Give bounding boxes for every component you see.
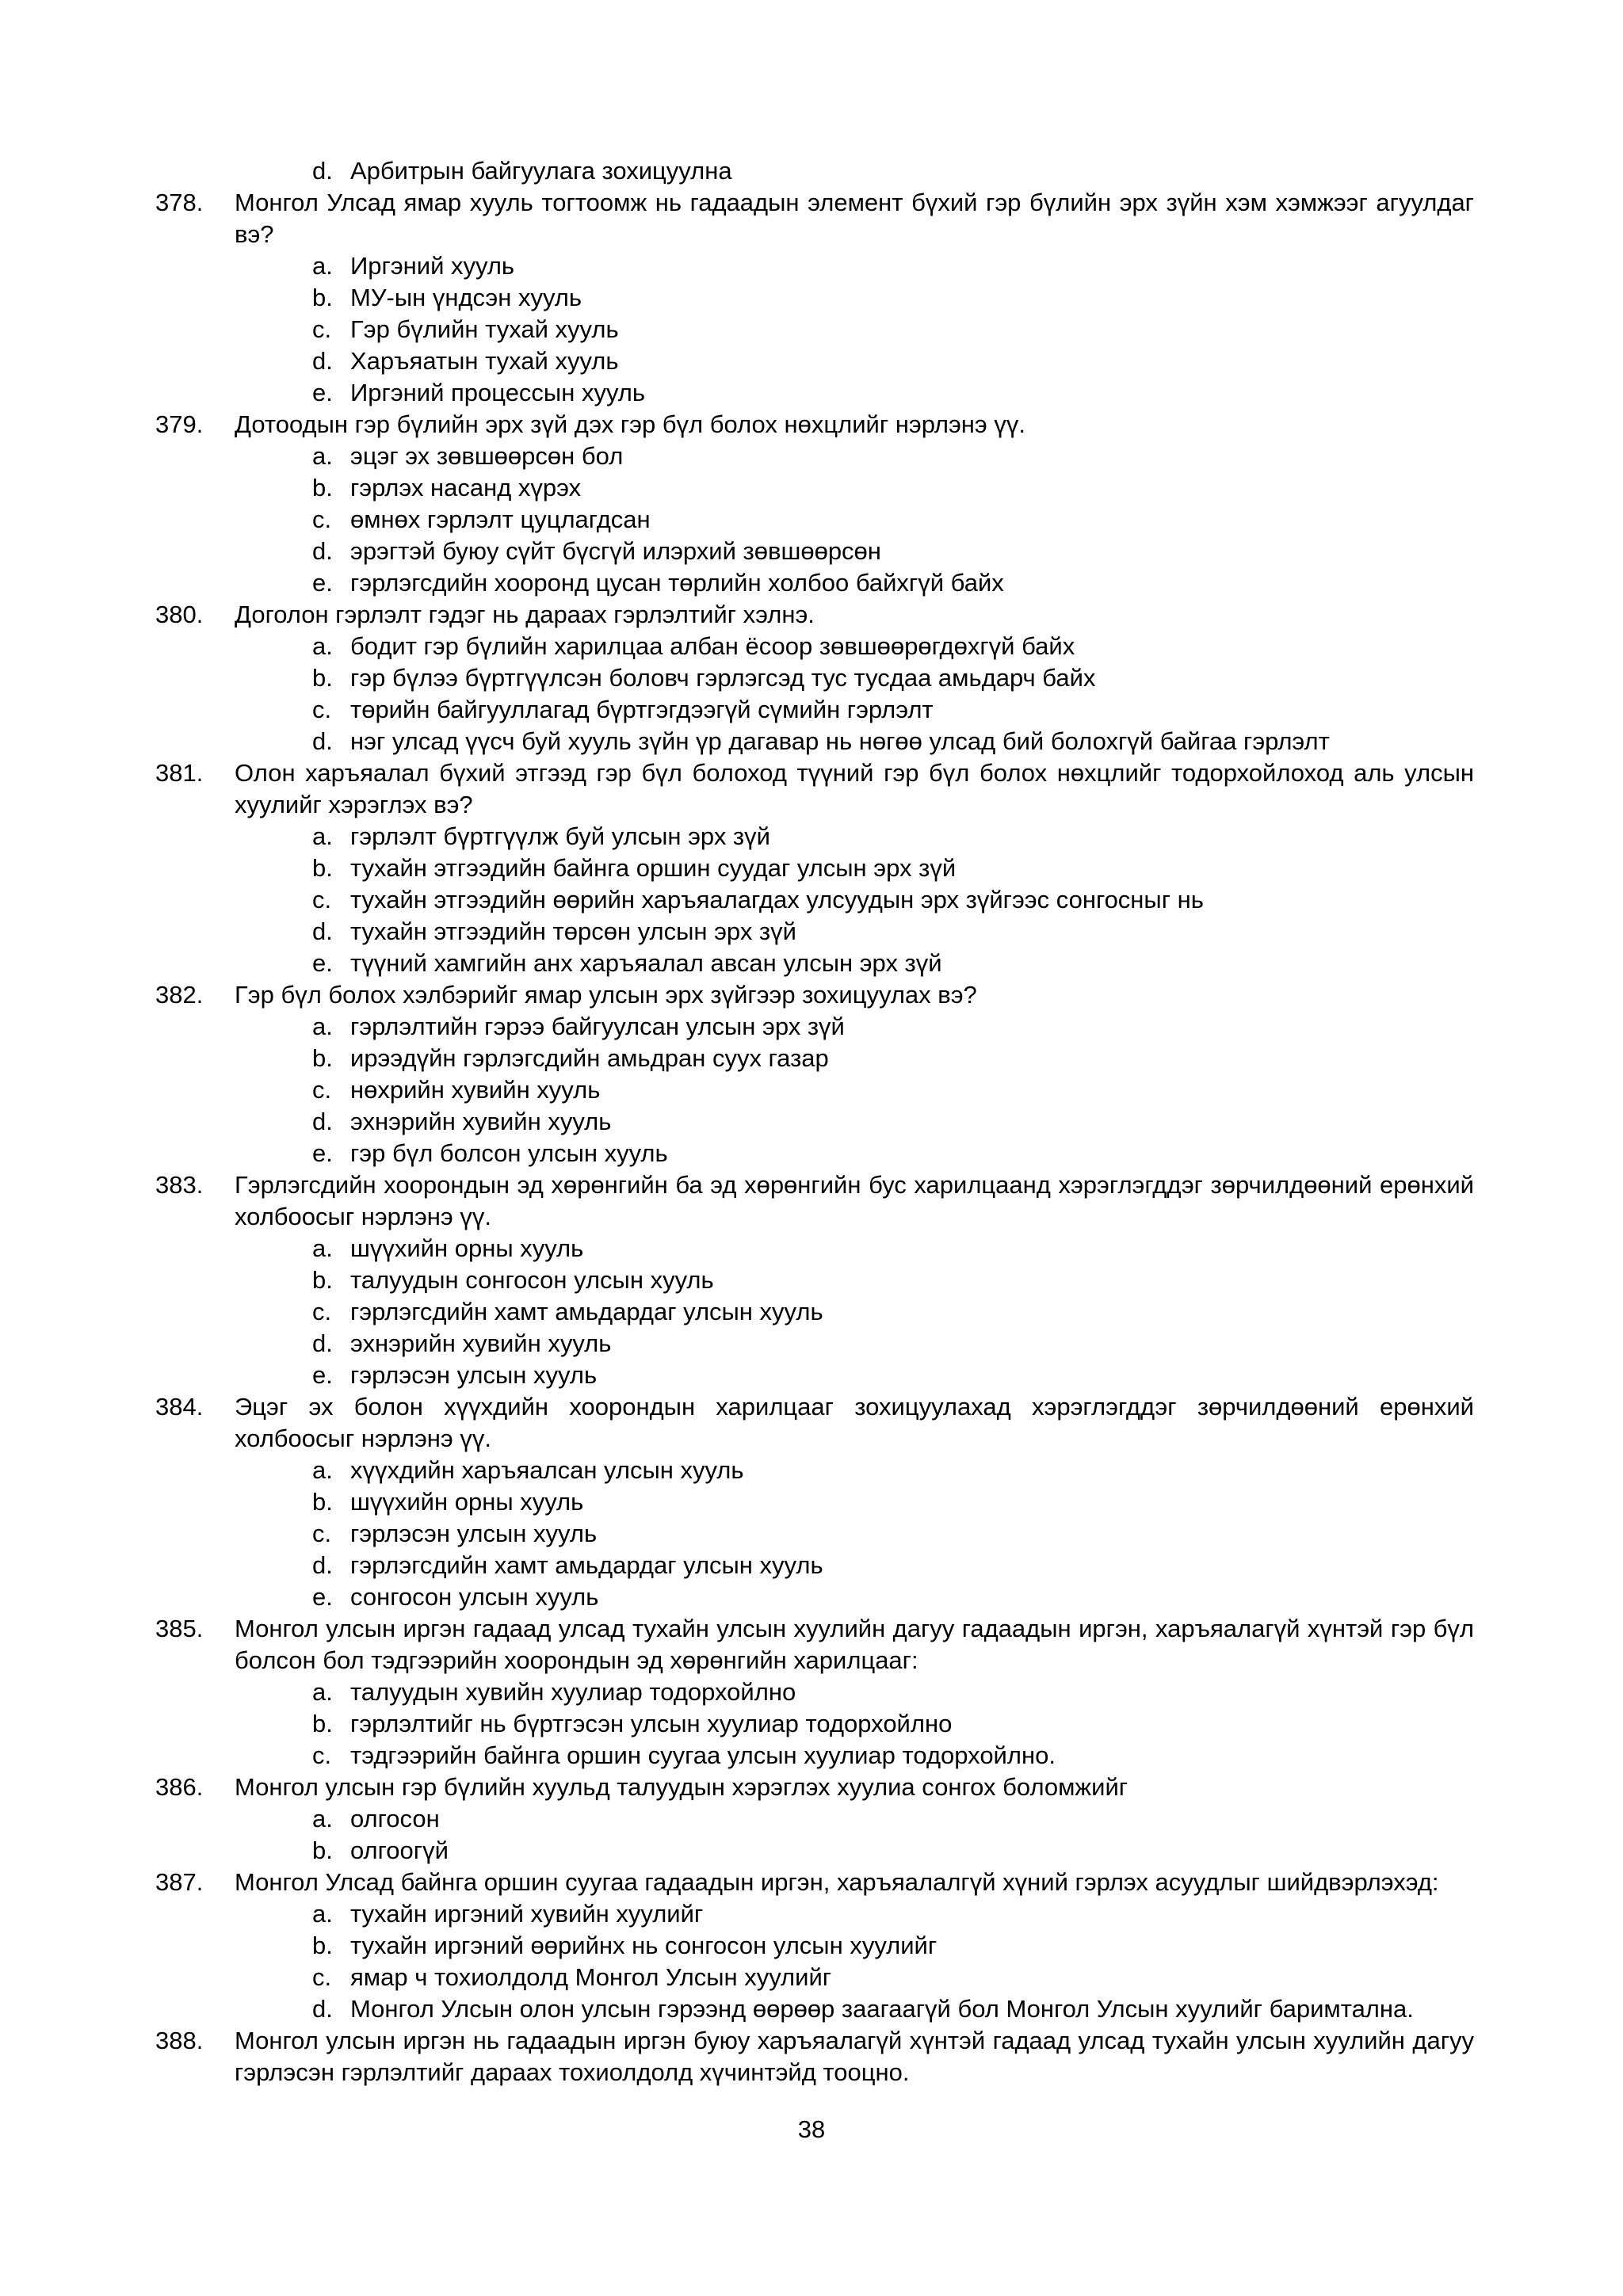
- question-block: [155, 1772, 1474, 1867]
- option-letter: e.: [312, 569, 333, 597]
- answer-options: [155, 1233, 1474, 1391]
- answer-option: [155, 1011, 1474, 1043]
- option-letter: c.: [312, 315, 332, 343]
- option-text: талуудын сонгосон улсын хууль: [350, 1266, 714, 1294]
- question: [155, 409, 1474, 441]
- option-text: гэрлэгсдийн хамт амьдардаг улсын хууль: [350, 1551, 823, 1579]
- answer-option: [155, 1962, 1474, 1993]
- answer-option: [155, 916, 1474, 948]
- answer-option: [155, 155, 1474, 187]
- question-block: [155, 187, 1474, 409]
- option-letter: b.: [312, 474, 333, 502]
- question-block: [155, 1391, 1474, 1613]
- question-number: 380.: [155, 601, 204, 628]
- question-text: Доголон гэрлэлт гэдэг нь дараах гэрлэлтийг хэлнэ.: [235, 601, 815, 628]
- option-text: түүний хамгийн анх харъяалал авсан улсын эрх зүй: [350, 949, 942, 977]
- option-text: Иргэний процессын хууль: [350, 379, 645, 406]
- answer-option: [155, 314, 1474, 345]
- option-letter: e.: [312, 379, 333, 406]
- option-text: төрийн байгууллагад бүртгэгдээгүй сүмийн гэрлэлт: [350, 696, 934, 723]
- question-text: Монгол улсын иргэн гадаад улсад тухайн улсын хуулийн дагуу гадаадын иргэн, харъяалагүй хүнтэй гэр бүл болсон бол тэдгээрийн хоорондын эд хөрөнгийн харилцааг:: [235, 1615, 1474, 1674]
- answer-option: [155, 884, 1474, 916]
- option-letter: c.: [312, 1520, 332, 1547]
- option-letter: c.: [312, 505, 332, 533]
- question-text: Монгол улсын иргэн нь гадаадын иргэн буюу харъяалагүй хүнтэй гадаад улсад тухайн улсын хуулийн дагуу гэрлэсэн гэрлэлтийг дараах тохиолдолд хүчинтэйд тооцно.: [235, 2027, 1474, 2086]
- answer-option: [155, 1898, 1474, 1930]
- option-letter: c.: [312, 1963, 332, 1991]
- answer-options: [155, 155, 1474, 187]
- option-letter: d.: [312, 1329, 333, 1357]
- answer-option: [155, 250, 1474, 282]
- question: [155, 1772, 1474, 1803]
- option-text: гэрлэлт бүртгүүлж буй улсын эрх зүй: [350, 822, 770, 850]
- answer-options: [155, 1011, 1474, 1169]
- question-text: Эцэг эх болон хүүхдийн хоорондын харилцааг зохицуулахад хэрэглэгддэг зөрчилдөөний ерөнхий холбоосыг нэрлэнэ үү.: [235, 1393, 1474, 1452]
- question: [155, 2025, 1474, 2088]
- question-number: 381.: [155, 759, 204, 787]
- option-text: гэр бүл болсон улсын хууль: [350, 1139, 668, 1167]
- option-letter: b.: [312, 1710, 333, 1737]
- option-letter: d.: [312, 157, 333, 185]
- answer-option: [155, 1708, 1474, 1740]
- option-letter: a.: [312, 1234, 333, 1262]
- option-letter: c.: [312, 1298, 332, 1325]
- answer-option: [155, 504, 1474, 536]
- option-letter: d.: [312, 1551, 333, 1579]
- option-text: тухайн этгээдийн байнга оршин суудаг улсын эрх зүй: [350, 854, 957, 882]
- question-block: [155, 1867, 1474, 2025]
- question: [155, 1169, 1474, 1233]
- question: [155, 599, 1474, 631]
- answer-option: [155, 441, 1474, 472]
- answer-option: [155, 948, 1474, 979]
- option-text: өмнөх гэрлэлт цуцлагдсан: [350, 505, 651, 533]
- option-text: тухайн иргэний хувийн хуулийг: [350, 1900, 704, 1928]
- answer-option: [155, 1106, 1474, 1138]
- answer-option: [155, 377, 1474, 409]
- answer-option: [155, 1328, 1474, 1360]
- answer-option: [155, 662, 1474, 694]
- option-letter: d.: [312, 917, 333, 945]
- question-block: [155, 1613, 1474, 1772]
- question: [155, 757, 1474, 821]
- option-text: ямар ч тохиолдолд Монгол Улсын хуулийг: [350, 1963, 832, 1991]
- option-letter: d.: [312, 1995, 333, 2023]
- answer-option: [155, 1803, 1474, 1835]
- question: [155, 1613, 1474, 1676]
- question-number: 387.: [155, 1868, 204, 1896]
- option-letter: d.: [312, 727, 333, 755]
- option-letter: a.: [312, 252, 333, 280]
- answer-option: [155, 1360, 1474, 1391]
- option-letter: a.: [312, 1678, 333, 1706]
- option-text: тухайн иргэний өөрийнх нь сонгосон улсын хуулийг: [350, 1932, 938, 1959]
- question-number: 379.: [155, 410, 204, 438]
- question-text: Гэрлэгсдийн хоорондын эд хөрөнгийн ба эд хөрөнгийн бус харилцаанд хэрэглэгддэг зөрчилдөөний ерөнхий холбоосыг нэрлэнэ үү.: [235, 1171, 1474, 1230]
- option-letter: a.: [312, 442, 333, 470]
- option-letter: e.: [312, 1583, 333, 1611]
- answer-option: [155, 821, 1474, 852]
- option-text: Гэр бүлийн тухай хууль: [350, 315, 619, 343]
- option-letter: a.: [312, 632, 333, 660]
- option-text: эхнэрийн хувийн хууль: [350, 1108, 612, 1135]
- page-number: 38: [797, 2115, 826, 2143]
- question-text: Монгол улсын гэр бүлийн хуульд талуудын хэрэглэх хуулиа сонгох боломжийг: [235, 1773, 1128, 1801]
- option-text: хүүхдийн харъяалсан улсын хууль: [350, 1456, 744, 1484]
- question-block: [155, 979, 1474, 1169]
- answer-option: [155, 1138, 1474, 1169]
- answer-option: [155, 1740, 1474, 1772]
- option-text: эрэгтэй буюу сүйт бүсгүй илэрхий зөвшөөрсөн: [350, 537, 881, 565]
- answer-option: [155, 1676, 1474, 1708]
- option-text: шүүхийн орны хууль: [350, 1488, 584, 1516]
- answer-option: [155, 345, 1474, 377]
- question-number: 378.: [155, 189, 204, 216]
- answer-option: [155, 1930, 1474, 1962]
- answer-options: [155, 821, 1474, 979]
- question-number: 385.: [155, 1615, 204, 1642]
- option-letter: b.: [312, 284, 333, 311]
- answer-option: [155, 1581, 1474, 1613]
- option-text: гэрлэх насанд хүрэх: [350, 474, 582, 502]
- option-text: Монгол Улсын олон улсын гэрээнд өөрөөр заагаагүй бол Монгол Улсын хуулийг баримтална.: [350, 1995, 1414, 2023]
- question-list: [155, 155, 1474, 2088]
- option-text: тухайн этгээдийн өөрийн харъяалагдах улсуудын эрх зүйгээс сонгосныг нь: [350, 886, 1204, 913]
- option-letter: c.: [312, 1741, 332, 1769]
- option-text: гэрлэсэн улсын хууль: [350, 1520, 598, 1547]
- option-text: нэг улсад үүсч буй хууль зүйн үр дагавар нь нөгөө улсад бий болохгүй байгаа гэрлэлт: [350, 727, 1330, 755]
- answer-option: [155, 852, 1474, 884]
- answer-option: [155, 536, 1474, 567]
- question-block: [155, 2025, 1474, 2088]
- option-letter: c.: [312, 696, 332, 723]
- question: [155, 979, 1474, 1011]
- option-letter: a.: [312, 1013, 333, 1040]
- option-text: нөхрийн хувийн хууль: [350, 1076, 601, 1104]
- question-number: 383.: [155, 1171, 204, 1199]
- option-text: ирээдүйн гэрлэгсдийн амьдран суух газар: [350, 1044, 829, 1072]
- question-block: [155, 1169, 1474, 1391]
- answer-options: [155, 250, 1474, 409]
- option-text: тухайн этгээдийн төрсөн улсын эрх зүй: [350, 917, 796, 945]
- answer-options: [155, 441, 1474, 599]
- option-text: гэр бүлээ бүртгүүлсэн боловч гэрлэгсэд тус тусдаа амьдарч байх: [350, 664, 1096, 692]
- option-text: сонгосон улсын хууль: [350, 1583, 599, 1611]
- answer-option: [155, 1835, 1474, 1867]
- option-letter: b.: [312, 1044, 333, 1072]
- answer-option: [155, 567, 1474, 599]
- option-letter: a.: [312, 822, 333, 850]
- option-text: гэрлэлтийг нь бүртгэсэн улсын хуулиар тодорхойлно: [350, 1710, 953, 1737]
- option-text: Харъяатын тухай хууль: [350, 347, 619, 375]
- answer-option: [155, 1074, 1474, 1106]
- answer-option: [155, 1486, 1474, 1518]
- question-block: [155, 757, 1474, 979]
- answer-options: [155, 1455, 1474, 1613]
- option-text: олгосон: [350, 1805, 440, 1833]
- answer-option: [155, 726, 1474, 757]
- answer-option: [155, 694, 1474, 726]
- option-text: гэрлэгсдийн хамт амьдардаг улсын хууль: [350, 1298, 823, 1325]
- question-text: Монгол Улсад ямар хууль тогтоомж нь гадаадын элемент бүхий гэр бүлийн эрх зүйн хэм хэмжээг агуулдаг вэ?: [235, 189, 1474, 248]
- question-text: Дотоодын гэр бүлийн эрх зүй дэх гэр бүл болох нөхцлийг нэрлэнэ үү.: [235, 410, 1025, 438]
- answer-option: [155, 1550, 1474, 1581]
- answer-option: [155, 472, 1474, 504]
- option-letter: b.: [312, 1932, 333, 1959]
- option-text: гэрлэсэн улсын хууль: [350, 1361, 598, 1389]
- question-number: 384.: [155, 1393, 204, 1421]
- option-text: шүүхийн орны хууль: [350, 1234, 584, 1262]
- question-block: [155, 599, 1474, 757]
- answer-option: [155, 1043, 1474, 1074]
- option-text: талуудын хувийн хуулиар тодорхойлно: [350, 1678, 796, 1706]
- question: [155, 1391, 1474, 1455]
- question-text: Гэр бүл болох хэлбэрийг ямар улсын эрх зүйгээр зохицуулах вэ?: [235, 981, 977, 1009]
- answer-options: [155, 1898, 1474, 2025]
- answer-options: [155, 1803, 1474, 1867]
- question-text: Монгол Улсад байнга оршин суугаа гадаадын иргэн, харъяалалгүй хүний гэрлэх асуудлыг шийдвэрлэхэд:: [235, 1868, 1439, 1896]
- answer-option: [155, 1518, 1474, 1550]
- option-text: Иргэний хууль: [350, 252, 515, 280]
- option-text: бодит гэр бүлийн харилцаа албан ёсоор зөвшөөрөгдөхгүй байх: [350, 632, 1075, 660]
- option-letter: a.: [312, 1456, 333, 1484]
- option-letter: d.: [312, 1108, 333, 1135]
- option-text: тэдгээрийн байнга оршин суугаа улсын хуулиар тодорхойлно.: [350, 1741, 1056, 1769]
- option-letter: e.: [312, 949, 333, 977]
- option-text: Арбитрын байгуулага зохицуулна: [350, 157, 732, 185]
- question-number: 388.: [155, 2027, 204, 2054]
- answer-option: [155, 1296, 1474, 1328]
- option-text: гэрлэлтийн гэрээ байгуулсан улсын эрх зүй: [350, 1013, 845, 1040]
- option-text: эхнэрийн хувийн хууль: [350, 1329, 612, 1357]
- option-letter: a.: [312, 1805, 333, 1833]
- answer-option: [155, 282, 1474, 314]
- option-letter: b.: [312, 854, 333, 882]
- question-block: [155, 409, 1474, 599]
- option-letter: c.: [312, 886, 332, 913]
- answer-option: [155, 1455, 1474, 1486]
- option-letter: b.: [312, 1488, 333, 1516]
- option-letter: e.: [312, 1139, 333, 1167]
- answer-option: [155, 1264, 1474, 1296]
- answer-options: [155, 631, 1474, 757]
- option-letter: b.: [312, 664, 333, 692]
- option-text: эцэг эх зөвшөөрсөн бол: [350, 442, 624, 470]
- question: [155, 187, 1474, 250]
- question-number: 386.: [155, 1773, 204, 1801]
- question-number: 382.: [155, 981, 204, 1009]
- option-text: олгоогүй: [350, 1836, 449, 1864]
- option-letter: c.: [312, 1076, 332, 1104]
- question: [155, 1867, 1474, 1898]
- option-letter: e.: [312, 1361, 333, 1389]
- answer-options: [155, 1676, 1474, 1772]
- answer-option: [155, 1233, 1474, 1264]
- option-letter: b.: [312, 1266, 333, 1294]
- option-text: гэрлэгсдийн хооронд цусан төрлийн холбоо байхгүй байх: [350, 569, 1004, 597]
- option-letter: d.: [312, 537, 333, 565]
- option-letter: d.: [312, 347, 333, 375]
- answer-option: [155, 631, 1474, 662]
- option-letter: b.: [312, 1836, 333, 1864]
- answer-option: [155, 1993, 1474, 2025]
- question-text: Олон харъяалал бүхий этгээд гэр бүл болоход түүний гэр бүл болох нөхцлийг тодорхойлоход аль улсын хуулийг хэрэглэх вэ?: [235, 759, 1474, 818]
- option-letter: a.: [312, 1900, 333, 1928]
- option-text: МУ-ын үндсэн хууль: [350, 284, 582, 311]
